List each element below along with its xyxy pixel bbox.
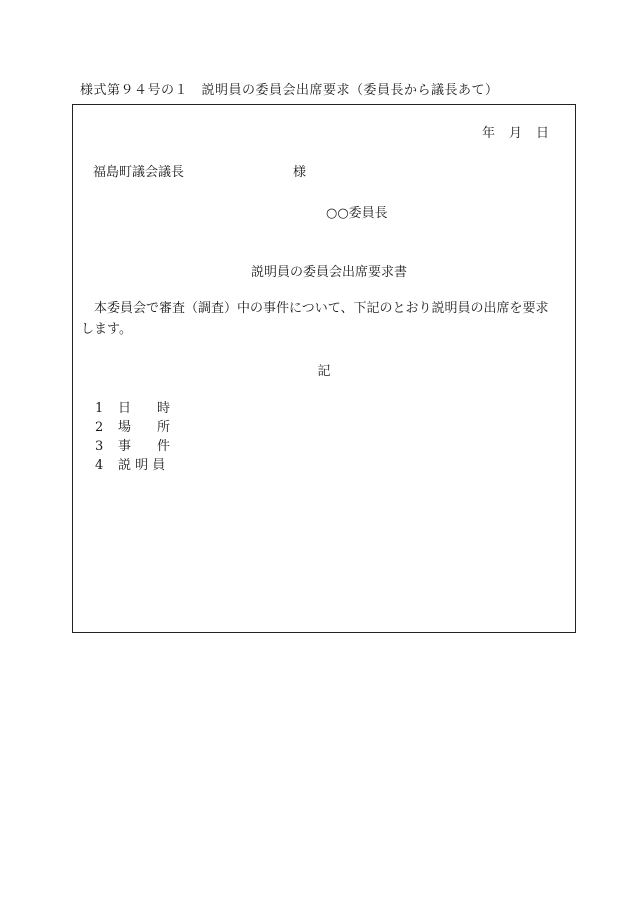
honorific: 様: [293, 165, 307, 180]
date-year: 年: [481, 126, 495, 141]
date-line: [482, 122, 549, 141]
list-item: [95, 437, 178, 456]
item-label: 日 時: [118, 401, 171, 416]
document-title: 説明員の委員会出席要求書: [250, 265, 407, 280]
item-number: 3: [95, 439, 104, 454]
list-item: [95, 456, 178, 475]
item-label: 場 所: [118, 420, 171, 435]
sender: ○○委員長: [326, 206, 388, 221]
list-item: [95, 418, 178, 437]
item-list: [95, 399, 178, 475]
ki-heading: 記: [317, 364, 331, 379]
addressee: 福島町議会議長: [93, 165, 185, 180]
item-label: 事 件: [118, 439, 171, 454]
item-number: 4: [95, 458, 104, 473]
body-text: 本委員会で審査（調査）中の事件について、下記のとおり説明員の出席を要求します。: [81, 301, 549, 337]
item-number: 1: [95, 401, 104, 416]
form-title: 様式第９４号の１ 説明員の委員会出席要求（委員長から議長あて）: [80, 83, 499, 98]
item-number: 2: [95, 420, 104, 435]
list-item: [95, 399, 178, 418]
form-box: [72, 104, 576, 633]
date-day: 日: [535, 126, 549, 141]
date-month: 月: [508, 126, 522, 141]
item-label: 説 明 員: [118, 458, 166, 473]
